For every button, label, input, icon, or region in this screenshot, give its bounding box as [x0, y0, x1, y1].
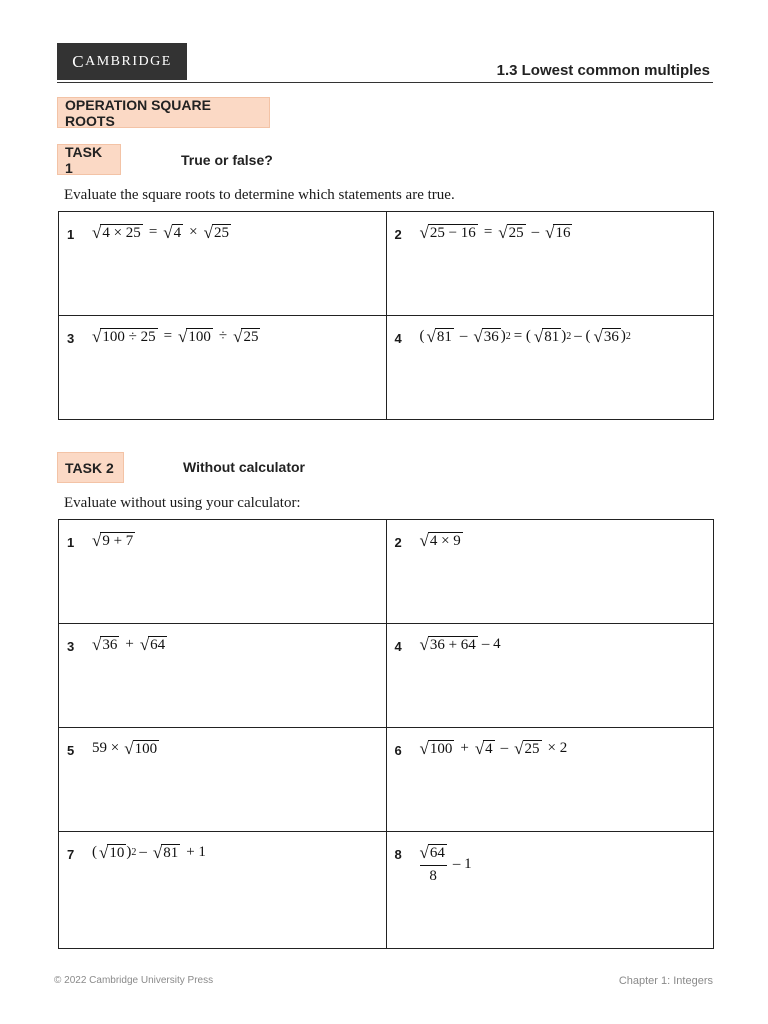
task2-cell-6[interactable]	[386, 728, 714, 832]
task2-expression-1	[92, 532, 135, 550]
sqrt-expression: √ 36	[92, 635, 118, 654]
sqrt-expression: √ 36	[593, 327, 619, 346]
copyright-footer: © 2022 Cambridge University Press	[54, 975, 214, 986]
sqrt-expression: √ 4 × 25	[92, 223, 141, 242]
cambridge-logo: C AMBRIDGE	[57, 43, 187, 80]
task2-expression-6: √ 100 + √ 4 – √ 25 × 2	[419, 739, 568, 758]
task1-expression-4: ( √ 81 – √ 36 ) 2 = ( √ 81 ) 2 – ( √ 36 ) 2	[419, 327, 631, 346]
sqrt-expression: √ 81	[426, 327, 452, 346]
sqrt-expression: √ 100	[419, 739, 453, 758]
task2-expression-4: √ 36 + 64 – 4	[419, 635, 501, 654]
task1-cell-2[interactable]	[386, 212, 714, 316]
sqrt-expression: √ 100 ÷ 25	[92, 327, 156, 346]
task2-cell-4[interactable]	[386, 624, 714, 728]
item-number: 3	[67, 331, 75, 346]
sqrt-expression: √ 25	[498, 223, 524, 242]
item-number: 2	[394, 535, 402, 550]
task1-expression-3: √ 100 ÷ 25 = √ 100 ÷ √ 25	[92, 327, 259, 346]
operation-title: OPERATION SQUARE ROOTS	[57, 97, 270, 128]
task1-cell-3[interactable]	[59, 316, 387, 420]
item-number: 4	[394, 331, 402, 346]
item-number: 4	[394, 639, 402, 654]
item-number: 1	[67, 535, 75, 550]
sqrt-expression: √ 100	[178, 327, 211, 346]
item-number: 7	[67, 847, 75, 862]
task1-expression-2: √ 25 − 16 = √ 25 – √ 16	[419, 223, 571, 242]
task1-title: True or false?	[181, 152, 273, 168]
sqrt-expression: √ 9 + 7	[92, 531, 134, 550]
task2-cell-1[interactable]	[59, 520, 387, 624]
sqrt-expression: √ 36	[473, 327, 499, 346]
task2-cell-8[interactable]	[386, 832, 714, 949]
task2-grid	[58, 519, 714, 949]
task1-grid	[58, 211, 714, 420]
task2-instruction: Evaluate without using your calculator:	[64, 495, 301, 511]
sqrt-expression: √ 64	[419, 843, 445, 862]
task1-cell-1[interactable]	[59, 212, 387, 316]
chapter-footer: Chapter 1: Integers	[618, 975, 713, 987]
fraction: √ 64 8	[419, 843, 445, 884]
sqrt-expression: √ 81	[152, 843, 179, 862]
task2-cell-5[interactable]	[59, 728, 387, 832]
sqrt-expression: √ 4	[163, 223, 182, 242]
task2-expression-2	[420, 532, 463, 550]
sqrt-expression: √ 25	[203, 223, 229, 242]
task1-tag: TASK 1	[57, 144, 121, 175]
task1-cell-4[interactable]	[386, 316, 714, 420]
sqrt-expression: √ 4 × 9	[419, 531, 461, 550]
task2-tag: TASK 2	[57, 452, 124, 483]
task2-cell-7[interactable]	[59, 832, 387, 949]
task2-title: Without calculator	[183, 459, 305, 475]
task2-expression-3: √ 36 + √ 64	[92, 635, 166, 654]
sqrt-expression: √ 36 + 64	[419, 635, 476, 654]
task2-cell-3[interactable]	[59, 624, 387, 728]
sqrt-expression: √ 25	[233, 327, 259, 346]
sqrt-expression: √ 25	[514, 739, 540, 758]
section-title: 1.3 Lowest common multiples	[496, 62, 710, 79]
item-number: 1	[67, 227, 75, 242]
sqrt-expression: √ 100	[124, 739, 158, 758]
header-rule	[57, 82, 713, 83]
item-number: 6	[394, 743, 402, 758]
item-number: 3	[67, 639, 75, 654]
sqrt-expression: √ 81	[533, 327, 560, 346]
task1-instruction: Evaluate the square roots to determine which statements are true.	[64, 187, 455, 203]
task2-expression-8: √ 64 8 – 1	[419, 843, 472, 884]
item-number: 8	[394, 847, 402, 862]
sqrt-expression: √ 10	[99, 843, 125, 862]
item-number: 2	[394, 227, 402, 242]
sqrt-expression: √ 64	[139, 635, 166, 654]
task1-expression-1: √ 4 × 25 = √ 4 × √ 25	[92, 223, 229, 242]
sqrt-expression: √ 25 − 16	[419, 223, 476, 242]
task2-cell-2[interactable]	[386, 520, 714, 624]
task2-expression-5: 59 × √ 100	[92, 739, 158, 758]
item-number: 5	[67, 743, 75, 758]
sqrt-expression: √ 16	[545, 223, 571, 242]
sqrt-expression: √ 4	[474, 739, 493, 758]
task2-expression-7: ( √ 10 ) 2 – √ 81 + 1	[92, 843, 206, 862]
